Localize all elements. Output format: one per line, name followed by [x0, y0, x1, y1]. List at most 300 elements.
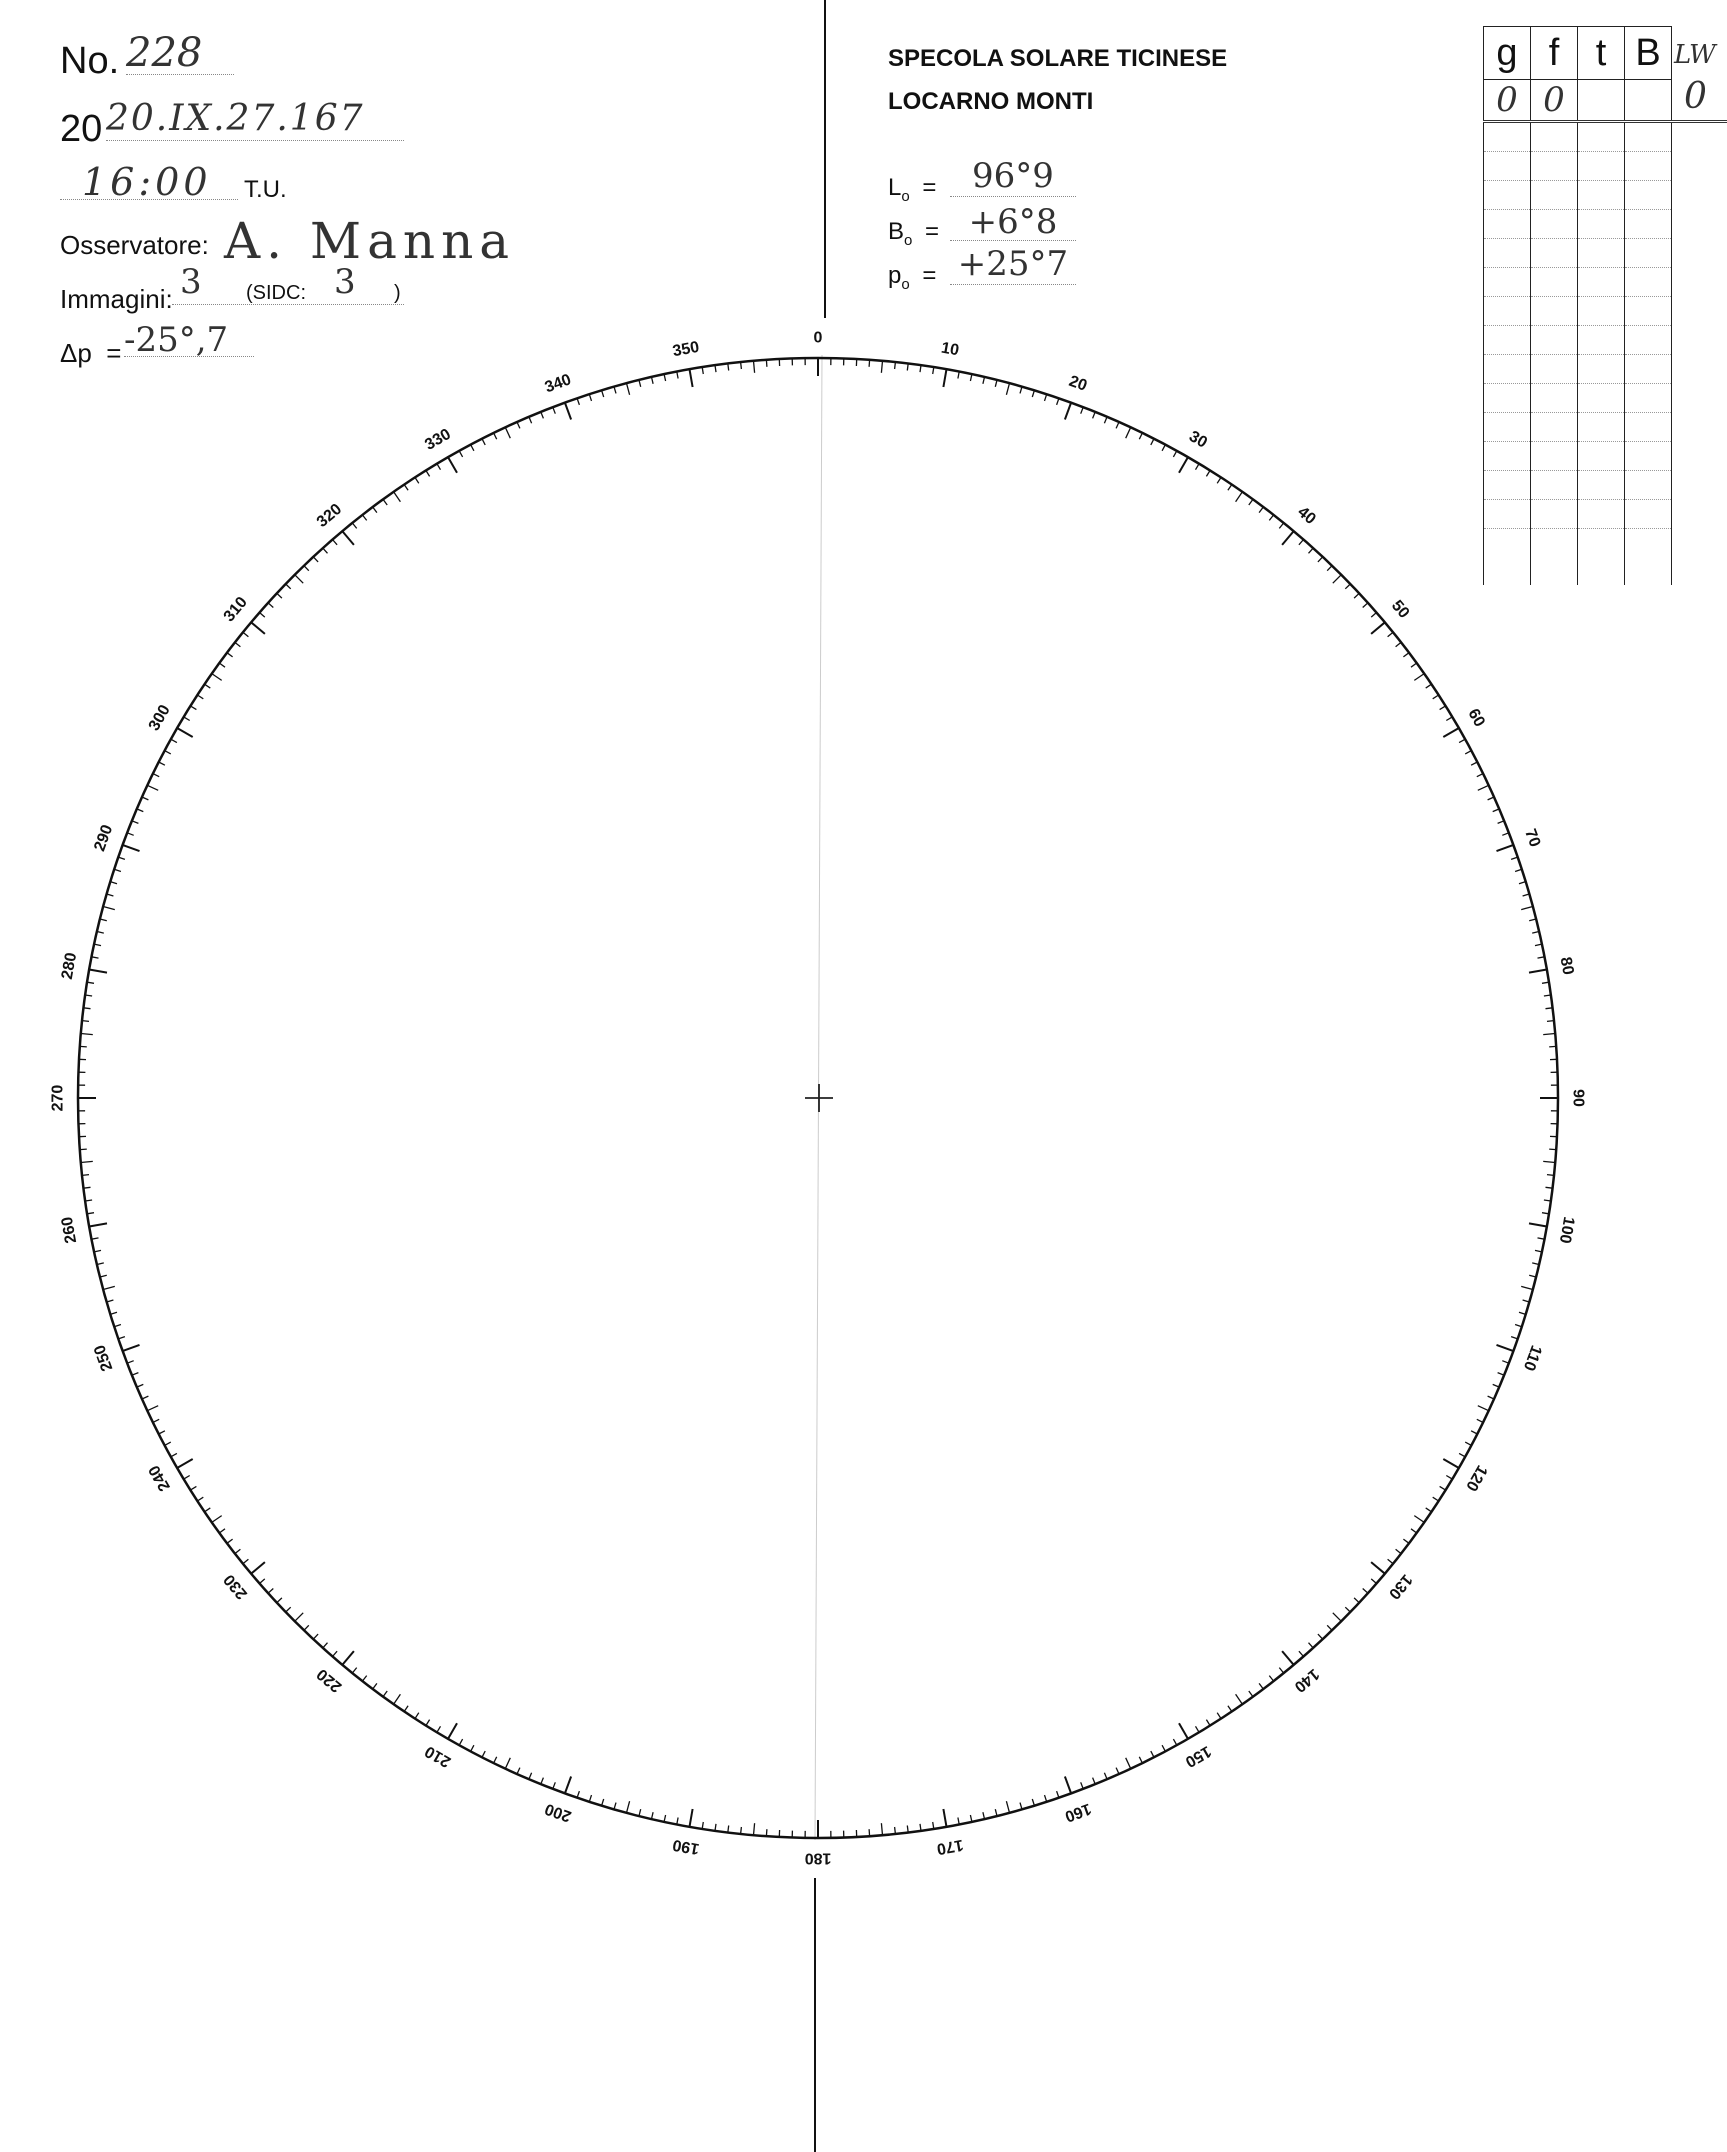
degree-tick [1173, 1739, 1176, 1745]
degree-label-250: 250 [91, 1342, 117, 1374]
degree-tick [482, 1751, 485, 1757]
degree-tick [664, 374, 666, 381]
degree-tick [1411, 1529, 1417, 1533]
sidc-value: 3 [334, 262, 356, 302]
degree-tick [352, 1668, 356, 1674]
degree-tick [1139, 433, 1142, 439]
degree-tick [589, 394, 591, 401]
degree-label-340: 340 [542, 371, 574, 397]
degree-tick [235, 1549, 241, 1553]
degree-tick [123, 1345, 140, 1351]
degree-tick [1162, 445, 1165, 451]
degree-tick [1354, 593, 1359, 598]
degree-tick [1488, 1396, 1494, 1399]
degree-tick [1535, 1250, 1542, 1252]
degree-tick [1363, 1589, 1368, 1594]
table-header-row [1484, 27, 1672, 80]
degree-label-70: 70 [1521, 826, 1544, 850]
degree-tick [1318, 1634, 1323, 1639]
degree-tick [1045, 394, 1047, 401]
degree-tick [190, 706, 196, 710]
degree-tick [627, 383, 630, 395]
degree-tick [741, 362, 742, 369]
degree-tick [1549, 1149, 1556, 1150]
po-label: $p_o$ = [888, 262, 937, 293]
degree-tick [1282, 531, 1294, 545]
degree-tick [1502, 1361, 1509, 1364]
degree-tick [639, 380, 641, 387]
degree-tick [1543, 1161, 1555, 1162]
degree-tick [1173, 451, 1176, 457]
degree-tick [171, 739, 177, 742]
degree-label-200: 200 [542, 1799, 574, 1825]
degree-tick [1371, 613, 1376, 618]
degree-tick [690, 1809, 693, 1827]
degree-tick [94, 1250, 101, 1252]
degree-tick [1179, 457, 1188, 473]
degree-tick [212, 1516, 222, 1523]
degree-tick [1279, 1668, 1283, 1674]
degree-tick [94, 944, 101, 946]
time-unit: T.U. [244, 176, 287, 203]
degree-tick [869, 1829, 870, 1836]
degree-label-350: 350 [671, 338, 701, 361]
degree-tick [373, 507, 377, 513]
degree-tick [1440, 706, 1446, 710]
degree-tick [1459, 1453, 1465, 1456]
degree-tick [1388, 1559, 1394, 1563]
degree-tick [80, 1149, 87, 1150]
degree-tick [907, 1826, 908, 1833]
degree-tick [1446, 717, 1452, 721]
degree-label-260: 260 [58, 1215, 81, 1245]
degree-label-320: 320 [313, 500, 346, 531]
degree-tick [471, 445, 474, 451]
degree-tick [505, 427, 510, 438]
degree-tick [1228, 485, 1232, 491]
degree-tick [1493, 809, 1500, 812]
degree-tick [1363, 603, 1368, 608]
degree-tick [1478, 1406, 1489, 1411]
degree-tick [895, 1827, 896, 1834]
degree-tick [107, 894, 114, 896]
value-t [1578, 80, 1625, 122]
degree-tick [286, 584, 291, 589]
degree-tick [943, 1809, 946, 1827]
observer-label: Osservatore: [60, 230, 209, 260]
degree-tick [415, 477, 419, 483]
degree-tick [505, 1758, 510, 1769]
degree-tick [1535, 944, 1542, 946]
degree-tick [1179, 1723, 1188, 1739]
degree-tick [1426, 1508, 1432, 1512]
degree-tick [394, 492, 401, 502]
column-header-g: g [1484, 27, 1531, 80]
degree-tick [1459, 739, 1465, 742]
degree-tick [89, 970, 107, 973]
degree-tick [1403, 1539, 1409, 1543]
degree-tick [529, 1773, 532, 1780]
degree-tick [1020, 1803, 1022, 1810]
degree-tick [212, 674, 222, 681]
lo-value: 96°9 [950, 156, 1076, 197]
degree-tick [190, 1486, 196, 1490]
degree-tick [304, 566, 309, 571]
degree-tick [970, 374, 972, 381]
degree-tick [159, 1431, 165, 1434]
degree-tick [1279, 523, 1283, 529]
degree-tick [426, 1720, 430, 1726]
degree-tick [426, 470, 430, 476]
date-prefix: 20 [60, 108, 103, 150]
degree-tick [84, 1008, 91, 1009]
degree-tick [184, 1476, 190, 1480]
degree-tick [459, 1739, 462, 1745]
degree-tick [313, 557, 318, 562]
degree-tick [103, 1286, 115, 1289]
lo-label: $L_o$ = [888, 174, 937, 205]
degree-tick [614, 1803, 616, 1810]
degree-label-220: 220 [313, 1665, 346, 1696]
degree-tick [448, 457, 457, 473]
degree-tick [132, 821, 139, 824]
degree-label-0: 0 [813, 329, 823, 347]
delta-p-label: Δp = [60, 338, 122, 368]
degree-label-300: 300 [145, 702, 174, 734]
degree-tick [277, 1598, 282, 1603]
degree-label-280: 280 [58, 951, 81, 981]
degree-tick [197, 695, 203, 699]
degree-tick [383, 1691, 387, 1697]
degree-tick [1065, 1777, 1071, 1794]
degree-tick [295, 575, 304, 584]
degree-tick [159, 762, 165, 765]
degree-tick [118, 857, 125, 859]
degree-tick [577, 398, 579, 405]
degree-tick [1217, 477, 1221, 483]
degree-label-130: 130 [1385, 1570, 1416, 1603]
degree-tick [565, 403, 571, 420]
institution-location: LOCARNO MONTI [888, 88, 1094, 115]
value-g: 0 [1484, 80, 1531, 122]
degree-tick [81, 1034, 93, 1035]
degree-tick [1477, 1419, 1483, 1422]
degree-label-110: 110 [1519, 1342, 1545, 1373]
degree-label-50: 50 [1387, 597, 1413, 622]
value-B [1625, 80, 1672, 122]
degree-tick [881, 361, 882, 373]
degree-tick [565, 1777, 571, 1794]
degree-tick [1006, 1801, 1009, 1813]
degree-tick [1126, 427, 1131, 438]
degree-tick [1511, 857, 1518, 859]
degree-tick [664, 1815, 666, 1822]
degree-tick [1327, 566, 1332, 571]
degree-tick [165, 751, 171, 754]
degree-tick [1396, 642, 1402, 646]
degree-label-330: 330 [422, 425, 454, 454]
degree-tick [1116, 422, 1119, 428]
degree-tick [333, 540, 338, 545]
degree-tick [1529, 970, 1547, 973]
degree-tick [437, 1726, 441, 1732]
degree-tick [983, 377, 985, 384]
lw-underline [1672, 120, 1727, 123]
degree-tick [323, 548, 328, 553]
degree-tick [1345, 1607, 1350, 1612]
degree-tick [1502, 833, 1509, 836]
degree-tick [127, 833, 134, 836]
degree-tick [137, 1384, 144, 1387]
degree-tick [277, 593, 282, 598]
degree-tick [1440, 1486, 1446, 1490]
degree-tick [1529, 1275, 1536, 1277]
images-label: Immagini: [60, 284, 173, 314]
degree-tick [1465, 751, 1471, 754]
po-value: +25°7 [950, 244, 1076, 285]
bo-value: +6°8 [950, 202, 1076, 241]
degree-tick [1249, 1691, 1253, 1697]
degree-tick [448, 1723, 457, 1739]
degree-tick [1371, 1579, 1376, 1584]
degree-tick [1471, 762, 1477, 765]
degree-tick [1104, 1773, 1107, 1780]
degree-tick [1498, 1373, 1505, 1376]
degree-tick [118, 1337, 125, 1339]
degree-tick [1547, 1175, 1554, 1176]
degree-tick [1093, 1778, 1096, 1785]
institution-name: SPECOLA SOLARE TICINESE [888, 45, 1228, 72]
degree-tick [1006, 383, 1009, 395]
delta-p-value: -25°,7 [124, 320, 254, 357]
degree-tick [205, 1508, 211, 1512]
degree-tick [995, 1809, 997, 1816]
degree-label-60: 60 [1464, 706, 1489, 730]
degree-tick [81, 1161, 93, 1162]
degree-tick [1065, 403, 1071, 420]
degree-tick [1396, 1549, 1402, 1553]
degree-tick [227, 1539, 233, 1543]
degree-tick [251, 1562, 265, 1574]
degree-tick [1471, 1431, 1477, 1434]
degree-tick [1151, 439, 1154, 445]
degree-tick [127, 1361, 134, 1364]
degree-tick [142, 1396, 148, 1399]
degree-tick [494, 1757, 497, 1763]
drawing-number-value: 228 [126, 30, 234, 75]
degree-tick [333, 1651, 338, 1656]
degree-tick [1403, 653, 1409, 657]
degree-tick [362, 515, 366, 521]
degree-tick [1139, 1757, 1142, 1763]
degree-tick [404, 485, 408, 491]
degree-tick [243, 1559, 249, 1563]
degree-tick [1327, 1625, 1332, 1630]
degree-tick [1414, 1516, 1424, 1523]
degree-tick [295, 1613, 304, 1622]
degree-tick [471, 1745, 474, 1751]
degree-tick [1126, 1758, 1131, 1769]
degree-tick [114, 1325, 121, 1327]
degree-tick [80, 1046, 87, 1047]
degree-tick [652, 1812, 654, 1819]
degree-tick [1443, 1459, 1459, 1468]
degree-tick [1521, 907, 1533, 910]
degree-tick [268, 1589, 273, 1594]
degree-tick [1388, 632, 1394, 636]
value-f: 0 [1531, 80, 1578, 122]
degree-tick [869, 360, 870, 367]
degree-tick [82, 1175, 89, 1176]
degree-tick [1282, 1651, 1294, 1665]
degree-tick [1269, 1676, 1273, 1682]
degree-tick [895, 362, 896, 369]
degree-tick [1116, 1768, 1119, 1774]
degree-tick [100, 1275, 107, 1277]
degree-tick [373, 1683, 377, 1689]
time-value: 16:00 [60, 160, 238, 200]
degree-tick [1521, 1286, 1533, 1289]
degree-tick [589, 1795, 591, 1802]
degree-tick [1259, 1683, 1263, 1689]
degree-tick [1057, 1791, 1059, 1798]
degree-tick [1414, 674, 1424, 681]
degree-tick [728, 1826, 729, 1833]
date-value: 20.IX.27.167 [106, 98, 404, 141]
degree-label-40: 40 [1294, 503, 1319, 529]
degree-tick [362, 1676, 366, 1682]
degree-label-120: 120 [1462, 1462, 1491, 1494]
column-header-B: B [1625, 27, 1672, 80]
degree-tick [97, 932, 104, 934]
degree-tick [89, 1223, 107, 1226]
degree-tick [1228, 1706, 1232, 1712]
degree-tick [1493, 1384, 1500, 1387]
degree-tick [437, 464, 441, 470]
degree-tick [1299, 1651, 1304, 1656]
degree-tick [1081, 407, 1084, 414]
degree-tick [103, 907, 115, 910]
degree-tick [114, 869, 121, 871]
degree-tick [137, 809, 144, 812]
degree-label-30: 30 [1186, 427, 1210, 452]
degree-tick [517, 1768, 520, 1774]
degree-tick [383, 499, 387, 505]
degree-tick [614, 387, 616, 394]
degree-tick [1371, 1562, 1385, 1574]
degree-tick [741, 1827, 742, 1834]
degree-tick [82, 1021, 89, 1022]
center-crosshair [805, 1084, 833, 1112]
degree-tick [1433, 1497, 1439, 1501]
degree-label-100: 100 [1555, 1215, 1578, 1245]
degree-label-190: 190 [671, 1835, 701, 1858]
degree-label-80: 80 [1556, 955, 1577, 977]
degree-label-10: 10 [939, 339, 961, 360]
degree-tick [352, 523, 356, 529]
degree-tick [494, 433, 497, 439]
degree-tick [983, 1812, 985, 1819]
degree-tick [766, 1829, 767, 1836]
sunspot-count-table [1483, 26, 1672, 585]
degree-tick [1546, 1008, 1553, 1009]
degree-tick [1309, 548, 1314, 553]
degree-tick [1354, 1598, 1359, 1603]
degree-tick [1488, 797, 1494, 800]
table-values-row [1484, 80, 1672, 122]
degree-tick [1206, 470, 1210, 476]
degree-label-90: 90 [1569, 1089, 1587, 1107]
degree-label-270: 270 [49, 1084, 67, 1112]
degree-tick [1446, 1476, 1452, 1480]
degree-tick [1433, 695, 1439, 699]
degree-tick [1309, 1643, 1314, 1648]
degree-tick [1443, 728, 1459, 737]
drawing-number-label: No. [60, 40, 120, 82]
degree-tick [1411, 663, 1417, 667]
degree-tick [1478, 785, 1489, 790]
degree-tick [1206, 1720, 1210, 1726]
degree-tick [415, 1713, 419, 1719]
degree-tick [1196, 1726, 1200, 1732]
degree-label-150: 150 [1182, 1742, 1214, 1771]
degree-tick [1236, 492, 1243, 502]
bo-label: $B_o$ = [888, 218, 940, 249]
degree-tick [1236, 1694, 1243, 1704]
degree-tick [690, 369, 693, 387]
degree-tick [123, 845, 140, 851]
degree-tick [1547, 1021, 1554, 1022]
degree-tick [107, 1300, 114, 1302]
degree-tick [482, 439, 485, 445]
sidc-label: (SIDC: [246, 282, 306, 304]
column-header-t: t [1578, 27, 1625, 80]
degree-tick [171, 1453, 177, 1456]
degree-tick [219, 663, 225, 667]
degree-tick [728, 364, 729, 371]
degree-tick [153, 1419, 159, 1422]
degree-tick [517, 422, 520, 428]
degree-tick [235, 642, 241, 646]
observer-value: A. Manna [224, 212, 516, 270]
degree-tick [1546, 1187, 1553, 1188]
degree-label-240: 240 [145, 1462, 174, 1494]
degree-tick [881, 1823, 882, 1835]
degree-label-180: 180 [804, 1849, 832, 1867]
degree-tick [205, 684, 211, 688]
degree-tick [1104, 417, 1107, 424]
degree-tick [1549, 1046, 1556, 1047]
degree-label-310: 310 [220, 593, 251, 626]
degree-tick [177, 728, 193, 737]
degree-tick [639, 1809, 641, 1816]
degree-tick [1511, 1337, 1518, 1339]
degree-tick [1093, 412, 1096, 419]
degree-tick [304, 1625, 309, 1630]
degree-tick [943, 369, 946, 387]
degree-label-170: 170 [935, 1835, 965, 1858]
degree-tick [323, 1643, 328, 1648]
degree-tick [1196, 464, 1200, 470]
degree-tick [177, 1459, 193, 1468]
degree-tick [541, 412, 544, 419]
lw-value: 0 [1684, 76, 1707, 117]
degree-tick [1543, 1034, 1555, 1035]
degree-tick [1498, 821, 1505, 824]
degree-tick [147, 785, 158, 790]
lw-header: LW [1674, 40, 1716, 70]
degree-tick [1529, 919, 1536, 921]
